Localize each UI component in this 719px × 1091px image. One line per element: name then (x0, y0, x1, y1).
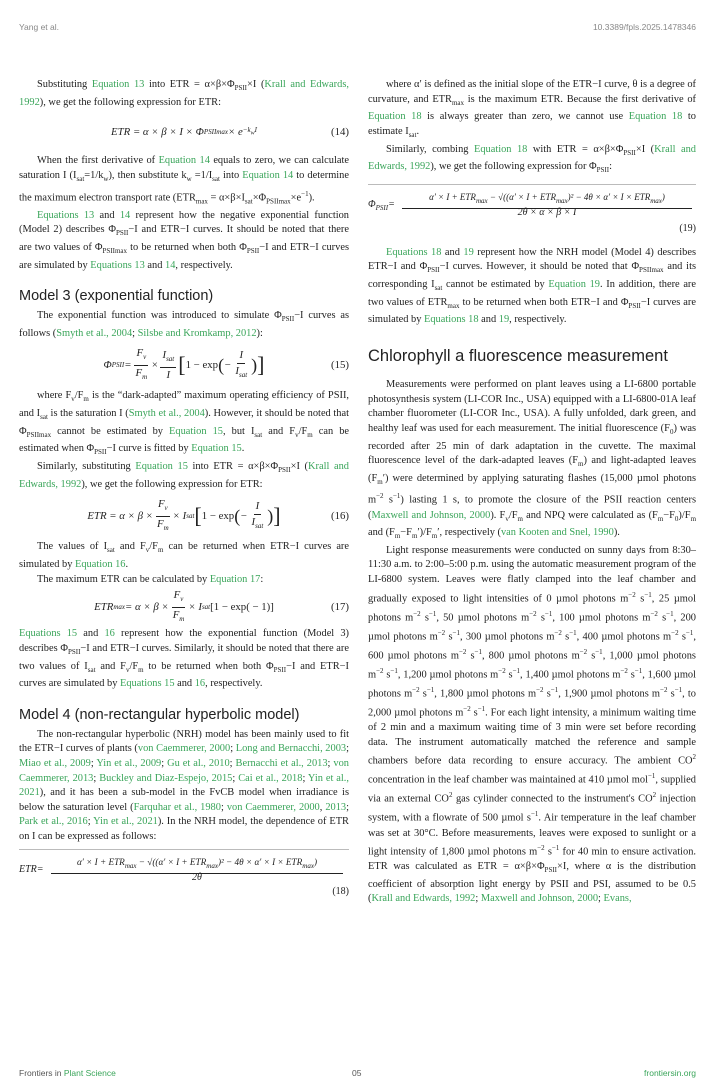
citation-link[interactable]: Equation 17 (209, 573, 261, 585)
section-heading-chlorophyll: Chlorophyll a fluorescence measurement (368, 347, 668, 366)
citation-link[interactable]: Smyth et al., 2004 (128, 408, 205, 420)
equation-number: (14) (331, 125, 349, 138)
paragraph: Similarly, combing Equation 18 with ETR = $\alpha\times\beta\times\Phi_{PSII}\times I$ (Krall and Edwards, 1992), we get the following expression for $\Phi_{PSII}$: (368, 143, 696, 175)
paragraph: Equations 18 and 19 represent how the NRH model (Model 4) describes ETR−I and $\Phi_{PSII}-I$ curves. However, it should be noted that $\Phi_{PSIImax}$ and its corresponding $I_{sat}$ cannot be estimated by Equation 19. In addition, there are two values of $ETR_{max}$ to be returned when both ETR−I and $\Phi_{PSII}-I$ curves are simulated by Equations 18 and 19, respectively. (368, 246, 697, 326)
paragraph: The non-rectangular hyperbolic (NRH) model has been mainly used to fit the ETR−I curves of plants (von Caemmerer, 2000; Long and Bernacchi, 2003; Miao et al., 2009; Yin et al., 2009; Gu et al., 2010; Bernacchi et al., 2013; von Caemmerer, 2013; Buckley and Diaz-Espejo, 2015; Cai et al., 2018; Yin et al., 2021), and it has been a sub-model in the FvCB model when irradiance is below the saturation level (Farquhar et al., 1980; von Caemmerer, 2000, 2013; Park et al., 2016; Yin et al., 2021). In the NRH model, the dependence of ETR on I can be expressed as follows: (19, 728, 349, 842)
equation-16: ETR = α × β × $\frac{F_v}{F_m}$ × I sat [ 1 − exp ( − $\frac{I}{I_{sat}}$ ) ] (16) (87, 498, 349, 533)
citation-link[interactable]: Equation 13 (91, 79, 145, 90)
citation-link[interactable]: Equation 15 (169, 425, 223, 437)
citation-link[interactable]: Equation 16 (75, 559, 126, 571)
paragraph: Similarly, substituting Equation 15 into ETR = $\alpha\times\beta\times\Phi_{PSII}\times I$ (Krall and Edwards, 1992), we get the following expression for ETR: (19, 461, 349, 490)
equation-17: ETR max = α × β × $\frac{F_v}{F_m}$ × I sat [1 − exp( − 1)] (17) (94, 589, 349, 623)
citation-link[interactable]: Krall and Edwards, 1992 (368, 143, 696, 173)
citation-link[interactable]: Cai et al., 2018 (238, 772, 303, 784)
citation-link[interactable]: Buckley and Diaz-Espejo, 2015 (99, 772, 233, 784)
citation-link[interactable]: Evans, (603, 893, 632, 905)
equation-14: ETR = α × β × I × Φ PSIImax × e $-k_wI$ (14) (111, 125, 349, 138)
paragraph: where α′ is defined as the initial slope of the ETR−I curve, θ is a degree of curvature, and $ETR_{max}$ is the maximum ETR. Because the first derivative of Equation 18 is always greater than zero, we cannot use Equation 18 to estimate $I_{sat}$. (368, 79, 696, 139)
citation-link[interactable]: Bernacchi et al., 2013 (235, 758, 328, 769)
citation-link[interactable]: Equations 13 (37, 209, 95, 221)
left-column (19, 78, 349, 899)
citation-link[interactable]: Smyth et al., 2004 (56, 327, 133, 339)
citation-link[interactable]: 19 (463, 246, 474, 258)
page-number: 05 (352, 1068, 362, 1078)
paragraph: Equations 13 and 14 represent how the negative exponential function (Model 2) describes $\Phi_{PSII}-I$ and ETR−I curves. It should be noted that there are two values of $\Phi_{PSIImax}$ to be returned when both $\Phi_{PSII}-I$ and ETR−I curves are simulated by Equations 13 and 14, respectively. (19, 209, 350, 271)
citation-link[interactable]: Yin et al., 2021 (19, 772, 349, 799)
citation-link[interactable]: Equations 15 (19, 628, 78, 640)
citation-link[interactable]: Equation 15 (135, 461, 188, 473)
citation-link[interactable]: Equations 13 (90, 259, 145, 271)
equation-number: (18) (332, 885, 349, 897)
citation-link[interactable]: Equations 18 (424, 314, 479, 326)
citation-link[interactable]: 14 (165, 259, 176, 271)
citation-link[interactable]: 16 (104, 628, 115, 640)
citation-link[interactable]: Yin et al., 2009 (96, 758, 162, 769)
citation-link[interactable]: Equation 15 (191, 443, 242, 455)
citation-link[interactable]: 19 (498, 314, 510, 326)
citation-link[interactable]: Silsbe and Kromkamp, 2012 (137, 327, 257, 339)
citation-link[interactable]: Equations 15 (119, 678, 175, 690)
section-heading-model-4: Model 4 (non-rectangular hyperbolic model) (19, 706, 300, 723)
paragraph: Equations 15 and 16 represent how the exponential function (Model 3) describes $\Phi_{PSII}-I$ and ETR−I curves. Similarly, it should be noted that there are two values of $I_{sat}$ and $F_v/F_m$ to be returned when both $\Phi_{PSII}-I$ and ETR−I curves are simulated by Equations 15 and 16, respectively. (19, 628, 350, 690)
citation-link[interactable]: Krall and Edwards, 1992 (19, 461, 349, 490)
divider (19, 849, 349, 850)
citation-link[interactable]: Equation 18 (368, 111, 422, 123)
divider (368, 184, 696, 185)
citation-link[interactable]: Long and Bernacchi, 2003 (235, 743, 347, 755)
citation-link[interactable]: von Caemmerer, 2013 (19, 758, 349, 784)
paragraph: Substituting Equation 13 into ETR = $\alpha\times\beta\times\Phi_{PSII}\times I$ (Krall and Edwards, 1992), we get the following expression for ETR: (19, 79, 349, 108)
equation-18: ETR= $\alpha' \times I + ETR_{max} - √((\alpha' \times I + ETR_{max})^2 - 4\theta \times \alpha' \times I \times ETR_{max})$ 2θ (18) (19, 853, 349, 893)
citation-link[interactable]: Farquhar et al., 1980 (133, 801, 221, 813)
citation-link[interactable]: Maxwell and Johnson, 2000 (371, 509, 491, 521)
paragraph: The values of $I_{sat}$ and $F_v/F_m$ can be returned when ETR−I curves are simulated by Equation 16. (19, 541, 350, 571)
citation-link[interactable]: von Caemmerer, 2000 (137, 743, 231, 755)
citation-link[interactable]: Equation 14 (158, 155, 210, 167)
citation-link[interactable]: 2013 (325, 801, 347, 813)
citation-link[interactable]: Gu et al., 2010 (167, 758, 230, 769)
citation-link[interactable]: Equation 19 (548, 279, 600, 291)
citation-link[interactable]: van Kooten and Snel, 1990 (500, 527, 614, 539)
equation-number: (16) (331, 510, 349, 523)
equation-number: (17) (331, 600, 349, 613)
running-header-authors: Yang et al. (19, 22, 60, 32)
paragraph: Light response measurements were conducted on sunny days from 8:30–11:30 a.m. to 2:00–5:00 p.m. using the automatic measurement program of the LI-6800 system. Leaves were flatly clamped into the leaf chamber and gradually exposed to light intensities of 0 µmol photons $m^{-2}$ $s^{-1}$, 25 µmol photons $m^{-2}$ $s^{-1}$, 50 µmol photons $m^{-2}$ $s^{-1}$, 100 µmol photons $m^{-2}$ $s^{-1}$, 200 µmol photons $m^{-2}$ $s^{-1}$, 300 µmol photons $m^{-2}$ $s^{-1}$, 400 µmol photons $m^{-2}$ $s^{-1}$, 600 µmol photons $m^{-2}$ $s^{-1}$, 800 µmol photons $m^{-2}$ $s^{-1}$, 1,000 µmol photons $m^{-2}$ $s^{-1}$, 1,200 µmol photons $m^{-2}$ $s^{-1}$, 1,400 µmol photons $m^{-2}$ $s^{-1}$, 1,600 µmol photons $m^{-2}$ $s^{-1}$, 1,800 µmol photons $m^{-2}$ $s^{-1}$, 1,900 µmol photons $m^{-2}$ $s^{-1}$, to 2,000 µmol photons $m^{-2}$ $s^{-1}$. For each light intensity, a minimum waiting time of 2 min and a maximum waiting time of 3 min were set before recording data. The instrument automatically matched the reference and sample chambers before data recording to ensure accuracy. The ambient $CO^2$ concentration in the leaf chamber was maintained at 410 µmol mol$^{-1}$, supplied via an external $CO^2$ gas cylinder connected to the instrument's $CO^2$ injection system, with a flowrate of 500 µmol $s^{-1}$. Air temperature in the leaf chamber was set at 30°C. Before measurements, leaves were exposed to sunlight or a light intensity of 1,800 µmol photons $m^{-2}$ $s^{-1}$ for 40 min to ensure activation. ETR was calculated as ETR = $\alpha\times\beta\times\Phi_{PSII}\times I$, where α is the distribution coefficient of absorption light energy by PSII and PSI, assumed to be 0.5 (Krall and Edwards, 1992; Maxwell and Johnson, 2000; Evans, (368, 544, 696, 905)
paragraph: The exponential function was introduced to simulate $\Phi_{PSII}-I$ curves as follows (Smyth et al., 2004; Silsbe and Kromkamp, 2012): (19, 310, 349, 339)
citation-link[interactable]: Miao et al., 2009 (19, 758, 91, 769)
citation-link[interactable]: 16 (194, 678, 206, 690)
citation-link[interactable]: Equation 18 (628, 111, 683, 123)
citation-link[interactable]: Krall and Edwards, 1992 (19, 79, 349, 108)
citation-link[interactable]: von Caemmerer, 2000 (226, 801, 320, 813)
section-heading-model-3: Model 3 (exponential function) (19, 288, 214, 305)
running-header-doi: 10.3389/fpls.2025.1478346 (592, 22, 696, 32)
citation-link[interactable]: Krall and Edwards, 1992 (371, 893, 476, 905)
citation-link[interactable]: Equations 18 (386, 246, 442, 258)
footer-site: frontiersin.org (644, 1068, 696, 1078)
citation-link[interactable]: Park et al., 2016 (19, 816, 88, 828)
equation-number: (15) (331, 359, 349, 372)
paragraph: Measurements were performed on plant leaves using a LI-6800 portable photosynthesis system (LI-COR Inc., USA) equipped with a LI-6800-01A leaf chamber fluorometer (LI-COR Inc., USA). A fully unfolded, dark green, and healthy leaf was used for each measurement. The initial fluorescence $(F_0)$ was recorded after 25 min of dark adaptation in the cuvette. The maximal fluorescence level of the dark-adapted leaves $(F_m)$ and light-adapted leaves $(F_m')$ were determined by applying saturating flashes (15,000 µmol photons $m^{-2}$ $s^{-1}$) lasting 1 s, to promote the closure of the PSII reaction centers (Maxwell and Johnson, 2000). $F_v/F_m$ and NPQ were calculated as $(F_m-F_0)/F_m$ and $(F_m-F_m')/F_m'$, respectively (van Kooten and Snel, 1990). (368, 379, 697, 541)
paragraph: The maximum ETR can be calculated by Equation 17: (37, 573, 264, 585)
citation-link[interactable]: Maxwell and Johnson, 2000 (480, 893, 599, 905)
paragraph: When the first derivative of Equation 14 equals to zero, we can calculate saturation I $(I_{sat}=1/k_w)$, then substitute $k_w =1/I_{sat}$ into Equation 14 to determine the maximum electron transport rate $(ETR_{max} = \alpha\times\beta\times I_{sat}\times\Phi_{PSIImax}\times e^{-1})$. (19, 155, 349, 206)
right-column (368, 78, 696, 907)
paragraph: where $F_v/F_m$ is the “dark-adapted” maximum operating efficiency of PSII, and $I_{sat}$ is the saturation I (Smyth et al., 2004). However, it should be noted that $\Phi_{PSIImax}$ cannot be estimated by Equation 15, but $I_{sat}$ and $F_v/F_m$ can be estimated when $\Phi_{PSII}-I$ curve is fitted by Equation 15. (19, 390, 350, 457)
equation-number: (19) (679, 222, 696, 234)
citation-link[interactable]: 14 (119, 209, 131, 221)
equation-19: $\Phi_{PSII}=$ $\alpha' \times I + ETR_{max} - √((\alpha' \times I + ETR_{max})^2 - 4\theta \times \alpha' \times I \times ETR_{max})$ 2θ × α × β × I (19) (368, 188, 696, 232)
equation-15: Φ PSII = $\frac{F_v}{F_m}$ × $\frac{I_{sat}}{I}$ [ 1 − exp ( − $\frac{I}{I_{sat}}$ ) ] (15) (103, 347, 349, 382)
citation-link[interactable]: Yin et al., 2021 (93, 816, 158, 828)
citation-link[interactable]: Equation 14 (242, 169, 294, 181)
citation-link[interactable]: Equation 18 (473, 143, 528, 155)
footer-journal: Frontiers in Plant Science (19, 1068, 116, 1078)
